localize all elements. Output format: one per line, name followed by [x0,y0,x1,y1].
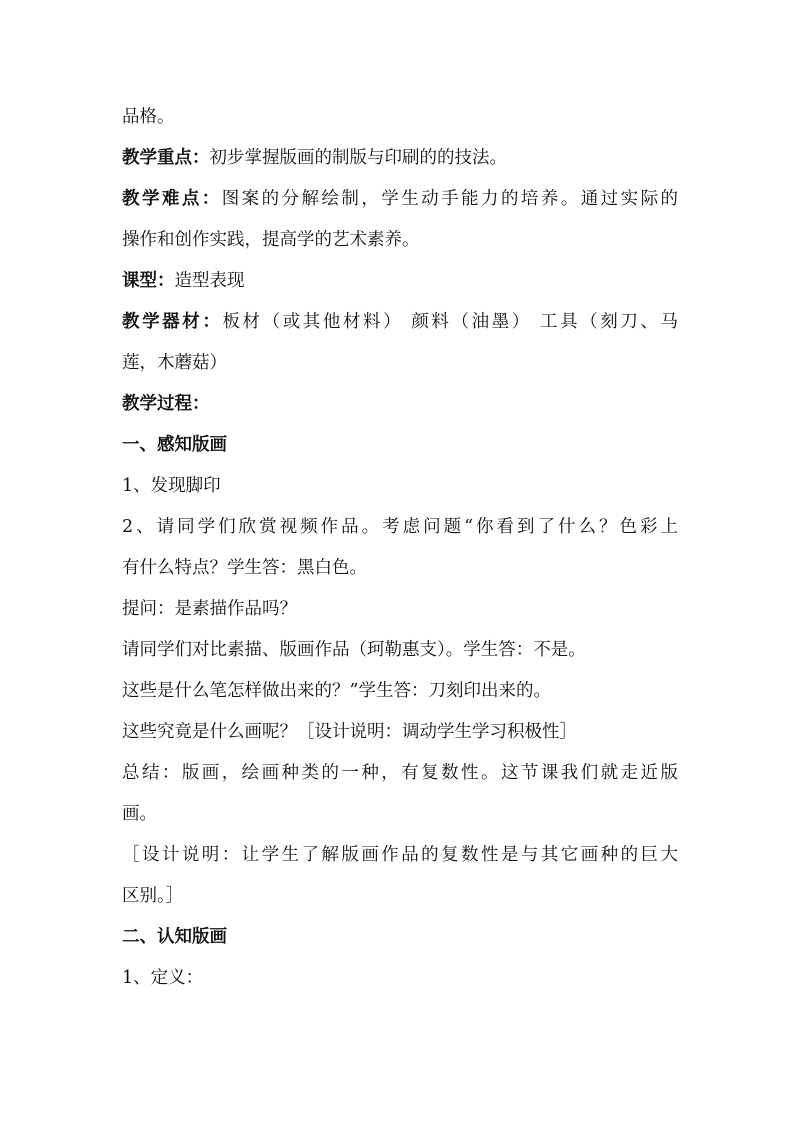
section-heading-1 [122,425,678,466]
paragraph-lesson-type [122,261,678,302]
line-label: 教学过程： [122,394,210,414]
document-body [122,97,678,999]
line-label: 一、感知版画 [122,435,227,455]
paragraph-line [122,466,678,507]
paragraph-line [122,507,678,548]
line-text: 提问：是素描作品吗？ [122,599,297,619]
paragraph-line [122,958,678,999]
line-text: 这些究竟是什么画呢？［设计说明：调动学生学习积极性］ [122,722,577,742]
paragraph-line [122,220,678,261]
paragraph-line [122,712,678,753]
section-heading-teaching-process [122,384,678,425]
line-text: 区别。］ [122,886,184,906]
line-text: 品格。 [122,107,175,127]
paragraph-teaching-focus [122,138,678,179]
paragraph-line [122,753,678,794]
line-text: 1、定义： [122,968,204,988]
paragraph-line [122,794,678,835]
line-text: 这些是什么笔怎样做出来的？”学生答：刀刻印出来的。 [122,681,551,701]
line-text: 2、请同学们欣赏视频作品。考虑问题“你看到了什么？色彩上 [122,517,678,537]
line-text: 有什么特点？学生答：黑白色。 [122,558,367,578]
line-text: 画。 [122,804,157,824]
section-heading-2 [122,917,678,958]
paragraph-line [122,835,678,876]
paragraph-line [122,548,678,589]
paragraph-line [122,630,678,671]
paragraph-line [122,671,678,712]
line-text: 图案的分解绘制，学生动手能力的培养。通过实际的 [221,189,678,209]
line-text: 初步掌握版画的制版与印刷的的技法。 [209,148,507,168]
line-label: 课型： [122,271,175,291]
line-label: 二、认知版画 [122,927,227,947]
line-text: 板材（或其他材料） 颜料（油墨） 工具（刻刀、马 [222,312,678,332]
line-text: 1、发现脚印 [122,476,221,496]
paragraph-line [122,343,678,384]
line-label: 教学器材： [122,312,223,332]
paragraph-teaching-difficulty [122,179,678,220]
paragraph-line [122,97,678,138]
line-text: 请同学们对比素描、版画作品（珂勒惠支）。学生答：不是。 [122,640,586,660]
line-label: 教学难点： [122,189,222,209]
line-text: ［设计说明：让学生了解版画作品的复数性是与其它画种的巨大 [122,845,678,865]
paragraph-line [122,876,678,917]
line-label: 教学重点： [122,148,210,168]
paragraph-teaching-materials [122,302,678,343]
line-text: 操作和创作实践，提高学的艺术素养。 [122,230,420,250]
line-text: 莲，木蘑菇） [122,353,227,373]
line-text: 造型表现 [174,271,245,291]
line-text: 总结：版画，绘画种类的一种，有复数性。这节课我们就走近版 [122,763,678,783]
paragraph-line [122,589,678,630]
